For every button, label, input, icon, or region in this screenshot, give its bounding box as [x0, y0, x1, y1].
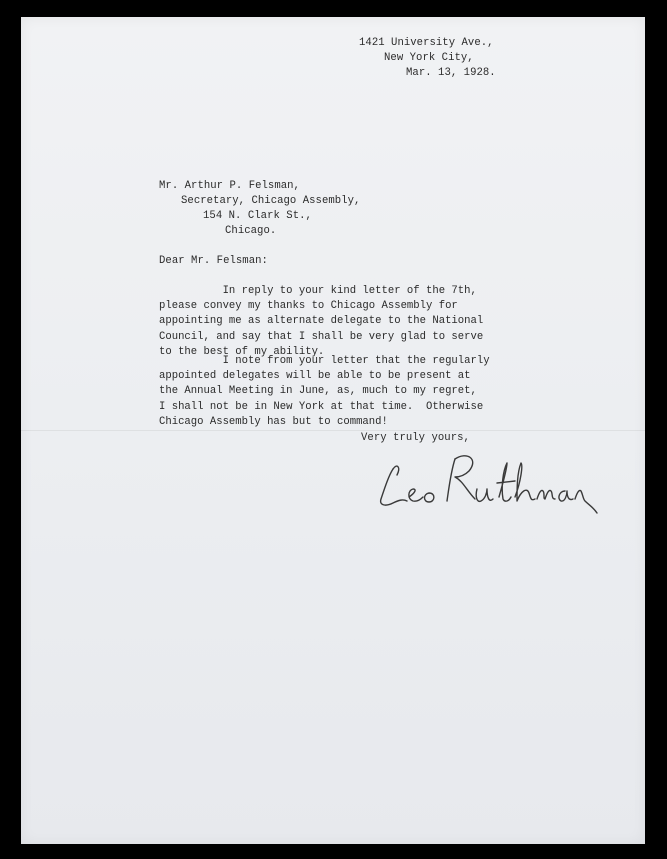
paragraph-line: I note from your letter that the regularly: [159, 355, 490, 367]
sender-street: 1421 University Ave.,: [359, 37, 494, 49]
paragraph-line: appointing me as alternate delegate to the National: [159, 315, 484, 328]
paragraph-line: appointed delegates will be able to be present at: [159, 370, 471, 383]
paragraph-line: Council, and say that I shall be very glad to serve: [159, 330, 484, 343]
recipient-name: Mr. Arthur P. Felsman,: [159, 180, 300, 192]
paper-fold-line: [21, 430, 645, 431]
recipient-title: Secretary, Chicago Assembly,: [181, 195, 361, 207]
body-paragraph-2: [159, 354, 490, 430]
paper-sheet: [21, 17, 645, 844]
paragraph-line: Chicago Assembly has but to command!: [159, 415, 388, 428]
sender-city: New York City,: [384, 52, 474, 64]
paragraph-line: the Annual Meeting in June, as, much to my regret,: [159, 385, 477, 398]
paragraph-line: I shall not be in New York at that time. Otherwise: [159, 400, 484, 413]
recipient-city: Chicago.: [225, 225, 277, 237]
recipient-street: 154 N. Clark St.,: [203, 210, 312, 222]
closing: Very truly yours,: [361, 432, 470, 444]
paragraph-line: to the best of my ability.: [159, 345, 325, 358]
paragraph-line: In reply to your kind letter of the 7th,: [159, 285, 477, 297]
salutation: Dear Mr. Felsman:: [159, 255, 268, 267]
paragraph-line: please convey my thanks to Chicago Assembly for: [159, 300, 458, 313]
body-paragraph-1: [159, 284, 483, 360]
handwritten-signature: [371, 447, 601, 517]
letter-date: Mar. 13, 1928.: [406, 67, 496, 79]
